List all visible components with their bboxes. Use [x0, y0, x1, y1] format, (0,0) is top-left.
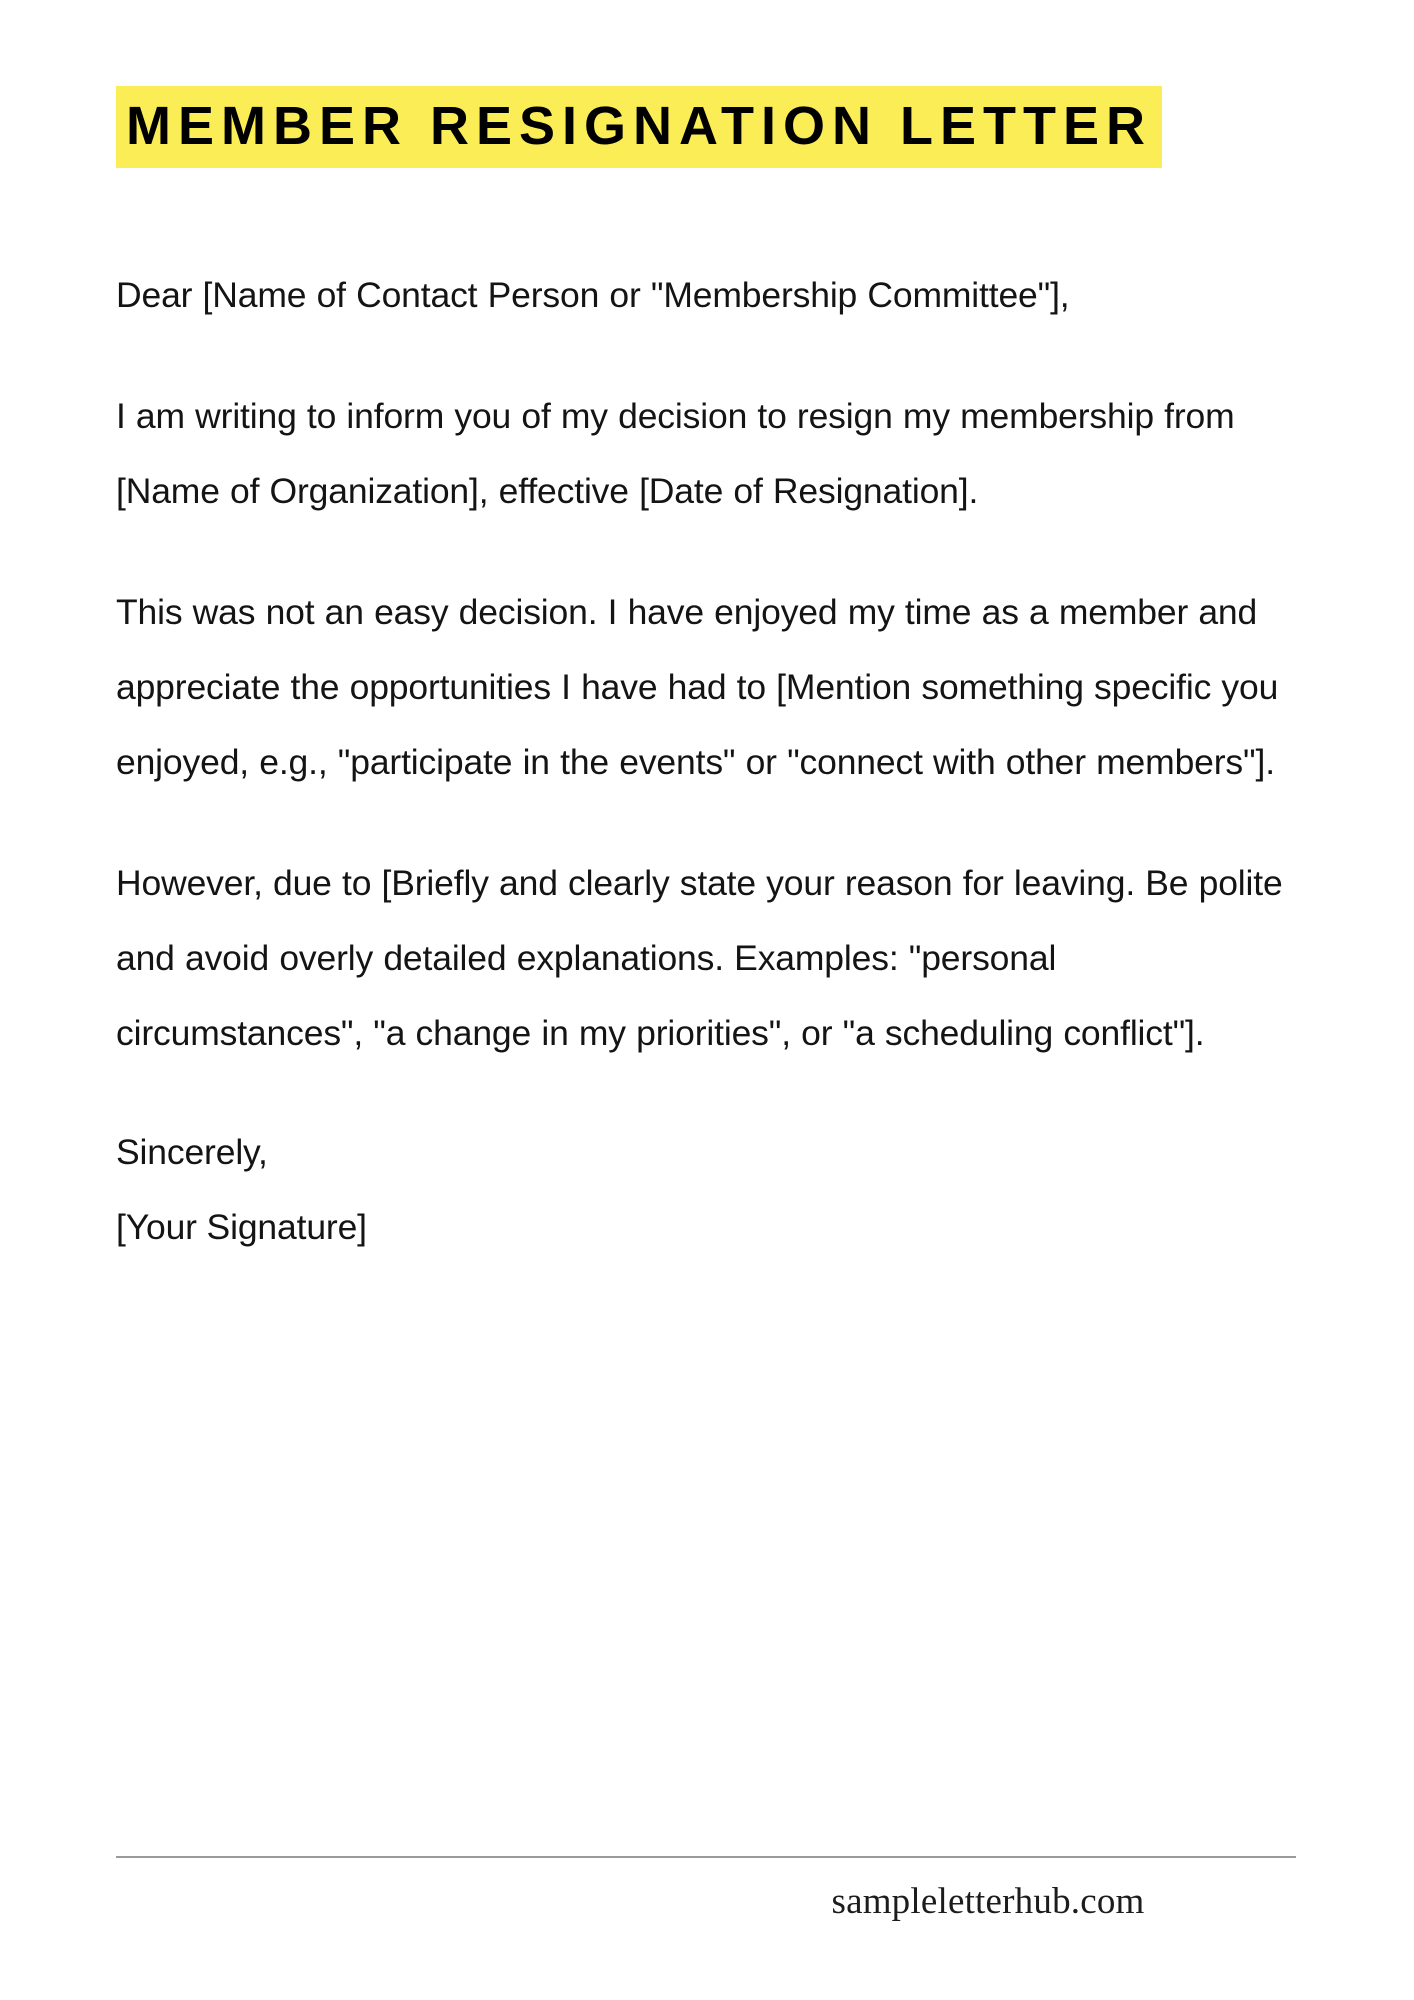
letter-body: [116, 258, 1311, 1265]
closing-salutation: Sincerely,: [116, 1132, 268, 1172]
paragraph-appreciation: This was not an easy decision. I have enjoyed my time as a member and appreciate the opportunities I have had to [Mention something specific you enjoyed, e.g., "participate in the events" or "connect with other members"].: [116, 592, 1279, 782]
paragraph-reason: However, due to [Briefly and clearly state your reason for leaving. Be polite and avoid overly detailed explanations. Examples: "personal circumstances", "a change in my priorities", or "a scheduling conflict"].: [116, 863, 1283, 1053]
page-title: MEMBER RESIGNATION LETTER: [116, 86, 1162, 168]
title-container: [116, 92, 1296, 161]
footer-website: [116, 1880, 1296, 1923]
salutation-paragraph: Dear [Name of Contact Person or "Membership Committee"],: [116, 275, 1070, 315]
paragraph-resignation-notice: I am writing to inform you of my decision to resign my membership from [Name of Organization], effective [Date of Resignation].: [116, 396, 1235, 511]
footer-divider: [116, 1856, 1296, 1858]
footer-website-label: sampleletterhub.com: [831, 1881, 1145, 1922]
signature-placeholder: [Your Signature]: [116, 1207, 367, 1247]
